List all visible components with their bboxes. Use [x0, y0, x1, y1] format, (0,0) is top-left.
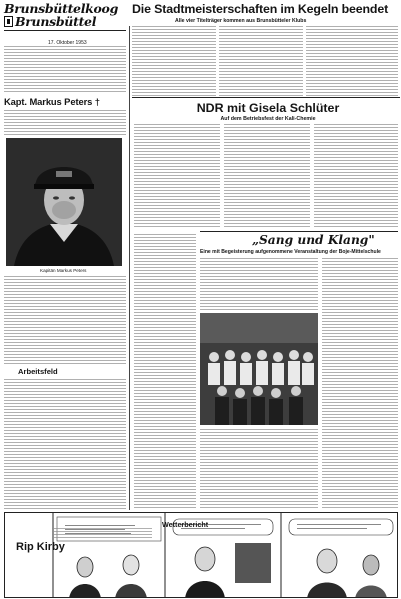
dateline: 17. Oktober 1953: [48, 40, 87, 46]
music-top-rule: [200, 231, 398, 232]
obituary-headline: Kapt. Markus Peters †: [4, 96, 100, 107]
ndr-headline: NDR mit Gisela Schlüter: [196, 101, 340, 115]
lead-text-col2: [219, 26, 303, 96]
lead-results-table: [306, 26, 398, 96]
weather-text: [52, 528, 152, 538]
section-heading-arbeitsfeld: Arbeitsfeld: [18, 367, 58, 376]
obituary-body-text: [4, 276, 126, 364]
masthead-name-line2: Brunsbüttel: [15, 14, 97, 29]
captain-portrait-photo: [6, 138, 122, 266]
masthead-rule: [4, 30, 126, 31]
lead-subheadline: Alle vier Titelträger kommen aus Brunsbütteler Klubs: [175, 18, 307, 24]
ndr-text-col1: [134, 124, 220, 228]
middle-left-text-col: [134, 234, 196, 510]
music-text-col1-bottom: [200, 429, 318, 510]
obituary-intro-text: [4, 110, 126, 136]
music-text-col2: [322, 258, 398, 510]
weather-headline: Wetterbericht: [162, 520, 209, 529]
ndr-text-col3: [314, 124, 398, 228]
portrait-caption: Kapitän Markus Peters: [40, 268, 87, 273]
ndr-subheadline: Auf dem Betriebsfest der Kali-Chemie: [220, 116, 316, 122]
lead-bottom-rule: [132, 97, 400, 98]
city-crest-icon: [4, 16, 13, 27]
music-text-col1-top: [200, 258, 318, 312]
masthead-logo: [4, 2, 126, 28]
music-subheadline: Eine mit Begeisterung aufgenommene Veranstaltung der Boje-Mittelschule: [200, 249, 381, 255]
masthead-name-line1: Brunsbüttelkoog: [4, 1, 119, 16]
ndr-text-col2: [224, 124, 310, 228]
comic-title: Rip Kirby: [16, 541, 65, 553]
lead-headline: Die Stadtmeisterschaften im Kegeln beendet: [132, 2, 389, 16]
column-divider: [129, 26, 130, 510]
arbeitsfeld-body-text: [4, 379, 126, 511]
intro-text-block: [4, 46, 126, 92]
lead-text-col1: [132, 26, 216, 96]
music-headline: „Sang und Klang": [252, 233, 375, 247]
choir-performance-photo: [200, 313, 318, 425]
